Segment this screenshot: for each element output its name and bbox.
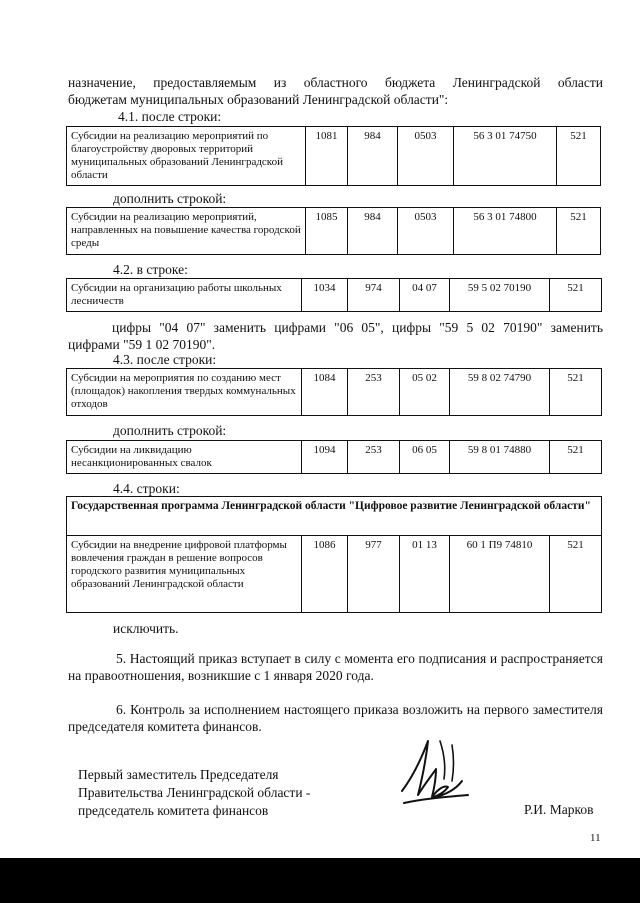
table-4-1-after — [66, 126, 601, 186]
paragraph-5: 5. Настоящий приказ вступает в силу с момента его подписания и распространяется на правоотношения, возникшие с 1 января 2020 года. — [68, 651, 603, 683]
row-name: Субсидии на мероприятия по созданию мест (площадок) накопления твердых коммунальных отходов — [67, 369, 302, 416]
signer-line-1: Первый заместитель Председателя — [78, 767, 279, 782]
signer-line-3: председатель комитета финансов — [78, 803, 269, 818]
row-code: 1084 — [302, 369, 348, 416]
page-number: 11 — [590, 832, 601, 844]
row-ministry: 253 — [348, 369, 400, 416]
row-target: 59 5 02 70190 — [450, 279, 550, 312]
row-section: 04 07 — [400, 279, 450, 312]
section-4-3-add-label: дополнить строкой: — [113, 423, 227, 438]
section-4-1-label: 4.1. после строки: — [118, 109, 222, 124]
intro-line-1: назначение, предоставляемым из областного бюджета Ленинградской области — [68, 75, 603, 90]
row-code: 1085 — [306, 208, 348, 255]
table-row — [67, 441, 602, 474]
row-type: 521 — [550, 441, 602, 474]
row-code: 1086 — [302, 536, 348, 613]
row-target: 56 3 01 74800 — [454, 208, 557, 255]
row-name: Субсидии на ликвидацию несанкционированных свалок — [67, 441, 302, 474]
row-name: Субсидии на реализацию мероприятий по благоустройству дворовых территорий муниципальных образований Ленинградской области — [67, 127, 306, 186]
table-heading-row — [67, 497, 602, 536]
table-row — [67, 369, 602, 416]
table-row — [67, 127, 601, 186]
table-row — [67, 279, 602, 312]
table-row — [67, 208, 601, 255]
row-type: 521 — [550, 279, 602, 312]
row-name: Субсидии на реализацию мероприятий, направленных на повышение качества городской среды — [67, 208, 306, 255]
row-type: 521 — [550, 369, 602, 416]
row-target: 59 8 02 74790 — [450, 369, 550, 416]
intro-line-2: бюджетам муниципальных образований Ленинградской области": — [68, 92, 449, 107]
signer-line-2: Правительства Ленинградской области - — [78, 785, 311, 800]
section-4-3-label: 4.3. после строки: — [113, 352, 217, 367]
row-target: 60 1 П9 74810 — [450, 536, 550, 613]
row-type: 521 — [557, 208, 601, 255]
row-section: 0503 — [398, 127, 454, 186]
row-name: Субсидии на организацию работы школьных лесничеств — [67, 279, 302, 312]
scan-bottom-border — [0, 858, 640, 903]
paragraph-6: 6. Контроль за исполнением настоящего приказа возложить на первого заместителя председателя комитета финансов. — [68, 702, 603, 734]
section-4-4-tail: исключить. — [113, 621, 179, 636]
row-ministry: 253 — [348, 441, 400, 474]
row-type: 521 — [557, 127, 601, 186]
row-code: 1034 — [302, 279, 348, 312]
row-ministry: 977 — [348, 536, 400, 613]
row-section: 05 02 — [400, 369, 450, 416]
signature-image — [392, 735, 472, 813]
row-target: 56 3 01 74750 — [454, 127, 557, 186]
section-4-4-label: 4.4. строки: — [113, 481, 180, 496]
section-4-2-text-1: цифры "04 07" заменить цифрами "06 05", цифры "59 5 02 70190" заменить — [112, 320, 603, 335]
table-4-3-add — [66, 440, 602, 474]
signer-position — [78, 766, 310, 820]
row-ministry: 984 — [348, 208, 398, 255]
section-4-2-text-2: цифрами "59 1 02 70190". — [68, 337, 216, 352]
row-section: 06 05 — [400, 441, 450, 474]
section-4-2-label: 4.2. в строке: — [113, 262, 188, 277]
table-4-4 — [66, 496, 602, 613]
row-section: 01 13 — [400, 536, 450, 613]
program-heading: Государственная программа Ленинградской области "Цифровое развитие Ленинградской области" — [67, 497, 602, 536]
row-code: 1081 — [306, 127, 348, 186]
table-4-1-add — [66, 207, 601, 255]
row-section: 0503 — [398, 208, 454, 255]
row-ministry: 984 — [348, 127, 398, 186]
table-row — [67, 536, 602, 613]
row-type: 521 — [550, 536, 602, 613]
row-target: 59 8 01 74880 — [450, 441, 550, 474]
signer-name: Р.И. Марков — [524, 802, 594, 817]
section-4-1-add-label: дополнить строкой: — [113, 191, 227, 206]
row-ministry: 974 — [348, 279, 400, 312]
table-4-2 — [66, 278, 602, 312]
row-code: 1094 — [302, 441, 348, 474]
row-name: Субсидии на внедрение цифровой платформы вовлечения граждан в решение вопросов городского развития муниципальных образований Ленинградской области — [67, 536, 302, 613]
table-4-3-after — [66, 368, 602, 416]
